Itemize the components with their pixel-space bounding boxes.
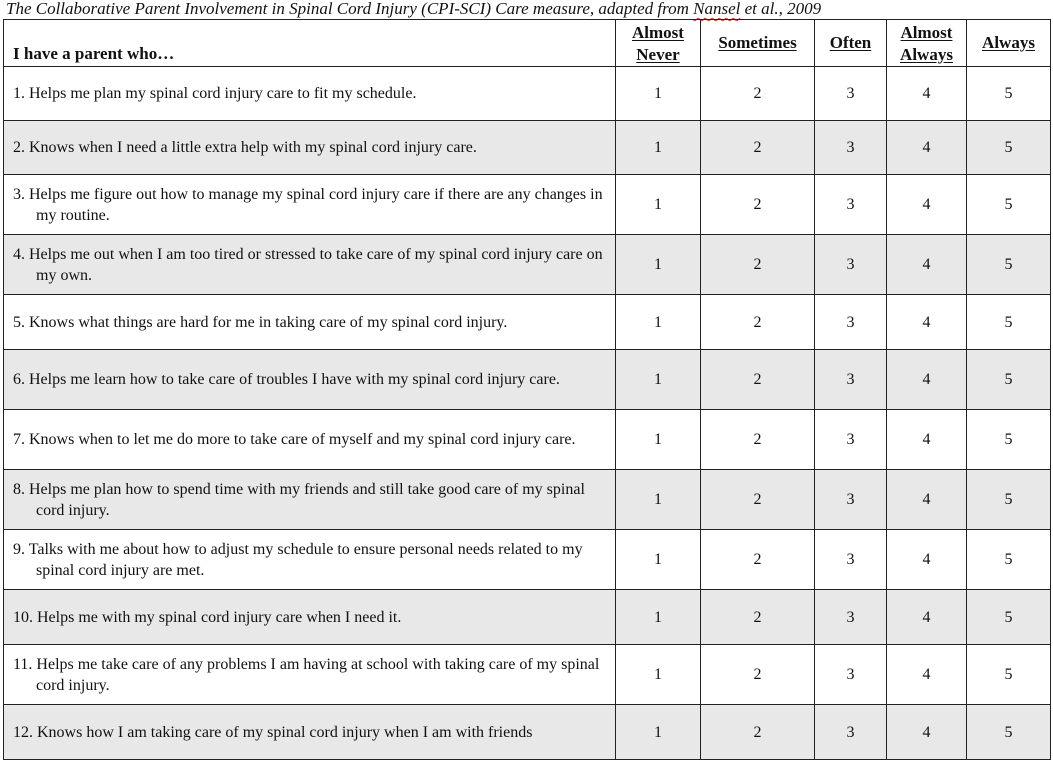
item-cell — [4, 350, 616, 410]
table-row — [4, 67, 1051, 121]
rating-often: 3 — [815, 67, 887, 121]
item-text: 10. Helps me with my spinal cord injury care when I need it. — [13, 608, 402, 626]
table-row — [4, 410, 1051, 470]
rating-sometimes: 2 — [701, 295, 815, 350]
caption-prefix: The Collaborative Parent Involvement in Spinal Cord Injury (CPI-SCI) Care measure, adapted from — [6, 0, 694, 18]
header-often-label: Often — [829, 33, 872, 52]
rating-often: 3 — [815, 235, 887, 295]
header-almost-never-line2: Never — [636, 45, 680, 64]
rating-almost-always: 4 — [887, 530, 967, 590]
rating-almost-never: 1 — [616, 235, 701, 295]
caption-author: Nansel — [693, 0, 741, 18]
item-text: 12. Knows how I am taking care of my spinal cord injury when I am with friends — [13, 723, 533, 741]
cpi-sci-measure-table — [3, 19, 1051, 760]
item-cell — [4, 530, 616, 590]
rating-sometimes: 2 — [701, 590, 815, 645]
rating-always: 5 — [967, 295, 1051, 350]
item-text: 4. Helps me out when I am too tired or stressed to take care of my spinal cord injury care on my own. — [13, 245, 603, 284]
header-almost-always-line1: Almost — [900, 23, 953, 42]
rating-always: 5 — [967, 530, 1051, 590]
rating-sometimes: 2 — [701, 645, 815, 705]
rating-almost-always: 4 — [887, 590, 967, 645]
rating-often: 3 — [815, 530, 887, 590]
header-always — [967, 20, 1051, 67]
rating-sometimes: 2 — [701, 121, 815, 175]
item-cell — [4, 470, 616, 530]
item-cell — [4, 235, 616, 295]
rating-almost-never: 1 — [616, 590, 701, 645]
table-row — [4, 530, 1051, 590]
rating-always: 5 — [967, 470, 1051, 530]
rating-sometimes: 2 — [701, 705, 815, 760]
header-almost-never — [616, 20, 701, 67]
rating-almost-always: 4 — [887, 295, 967, 350]
table-body — [4, 67, 1051, 760]
rating-sometimes: 2 — [701, 175, 815, 235]
rating-almost-never: 1 — [616, 121, 701, 175]
item-text: 1. Helps me plan my spinal cord injury care to fit my schedule. — [13, 85, 417, 102]
table-row — [4, 645, 1051, 705]
rating-sometimes: 2 — [701, 235, 815, 295]
rating-often: 3 — [815, 175, 887, 235]
item-cell — [4, 67, 616, 121]
table-row — [4, 295, 1051, 350]
rating-almost-never: 1 — [616, 470, 701, 530]
item-text: 9. Talks with me about how to adjust my schedule to ensure personal needs related to my spinal cord injury are met. — [13, 540, 583, 579]
rating-almost-never: 1 — [616, 530, 701, 590]
header-almost-always — [887, 20, 967, 67]
item-text: 5. Knows what things are hard for me in taking care of my spinal cord injury. — [13, 313, 508, 331]
rating-almost-always: 4 — [887, 410, 967, 470]
rating-sometimes: 2 — [701, 470, 815, 530]
item-text: 11. Helps me take care of any problems I am having at school with taking care of my spinal cord injury. — [13, 655, 600, 694]
table-row — [4, 590, 1051, 645]
rating-often: 3 — [815, 470, 887, 530]
header-almost-never-line1: Almost — [632, 23, 684, 42]
rating-often: 3 — [815, 705, 887, 760]
header-lead: I have a parent who… — [4, 20, 616, 67]
header-sometimes-label: Sometimes — [718, 33, 797, 52]
item-text: 7. Knows when to let me do more to take care of myself and my spinal cord injury care. — [13, 431, 576, 448]
item-cell — [4, 645, 616, 705]
rating-almost-never: 1 — [616, 67, 701, 121]
rating-always: 5 — [967, 67, 1051, 121]
item-text: 8. Helps me plan how to spend time with my friends and still take good care of my spinal cord injury. — [13, 480, 585, 519]
rating-always: 5 — [967, 175, 1051, 235]
rating-often: 3 — [815, 590, 887, 645]
rating-often: 3 — [815, 295, 887, 350]
rating-almost-always: 4 — [887, 705, 967, 760]
rating-sometimes: 2 — [701, 67, 815, 121]
rating-sometimes: 2 — [701, 530, 815, 590]
header-often — [815, 20, 887, 67]
item-cell — [4, 705, 616, 760]
rating-often: 3 — [815, 410, 887, 470]
rating-always: 5 — [967, 590, 1051, 645]
rating-almost-always: 4 — [887, 121, 967, 175]
rating-almost-always: 4 — [887, 175, 967, 235]
rating-almost-always: 4 — [887, 67, 967, 121]
rating-often: 3 — [815, 350, 887, 410]
caption-suffix: et al., 2009 — [740, 0, 822, 18]
rating-almost-always: 4 — [887, 470, 967, 530]
table-row — [4, 235, 1051, 295]
rating-always: 5 — [967, 705, 1051, 760]
rating-almost-never: 1 — [616, 705, 701, 760]
rating-always: 5 — [967, 350, 1051, 410]
table-row — [4, 350, 1051, 410]
rating-always: 5 — [967, 410, 1051, 470]
item-cell — [4, 175, 616, 235]
rating-always: 5 — [967, 645, 1051, 705]
table-row — [4, 175, 1051, 235]
item-cell — [4, 410, 616, 470]
item-text: 3. Helps me figure out how to manage my spinal cord injury care if there are any changes in my routine. — [13, 185, 603, 224]
rating-often: 3 — [815, 121, 887, 175]
rating-almost-never: 1 — [616, 645, 701, 705]
rating-almost-always: 4 — [887, 645, 967, 705]
rating-almost-never: 1 — [616, 350, 701, 410]
table-row — [4, 705, 1051, 760]
rating-sometimes: 2 — [701, 410, 815, 470]
item-cell — [4, 295, 616, 350]
table-caption — [6, 0, 821, 20]
rating-always: 5 — [967, 235, 1051, 295]
rating-almost-never: 1 — [616, 175, 701, 235]
rating-always: 5 — [967, 121, 1051, 175]
header-almost-always-line2: Always — [900, 45, 953, 64]
header-row — [4, 20, 1051, 67]
header-always-label: Always — [982, 33, 1035, 52]
header-sometimes — [701, 20, 815, 67]
item-cell — [4, 121, 616, 175]
rating-almost-always: 4 — [887, 235, 967, 295]
rating-almost-never: 1 — [616, 295, 701, 350]
rating-almost-always: 4 — [887, 350, 967, 410]
table-row — [4, 121, 1051, 175]
item-cell — [4, 590, 616, 645]
table-row — [4, 470, 1051, 530]
rating-often: 3 — [815, 645, 887, 705]
item-text: 2. Knows when I need a little extra help with my spinal cord injury care. — [13, 139, 477, 156]
rating-sometimes: 2 — [701, 350, 815, 410]
item-text: 6. Helps me learn how to take care of troubles I have with my spinal cord injury care. — [13, 371, 560, 388]
rating-almost-never: 1 — [616, 410, 701, 470]
